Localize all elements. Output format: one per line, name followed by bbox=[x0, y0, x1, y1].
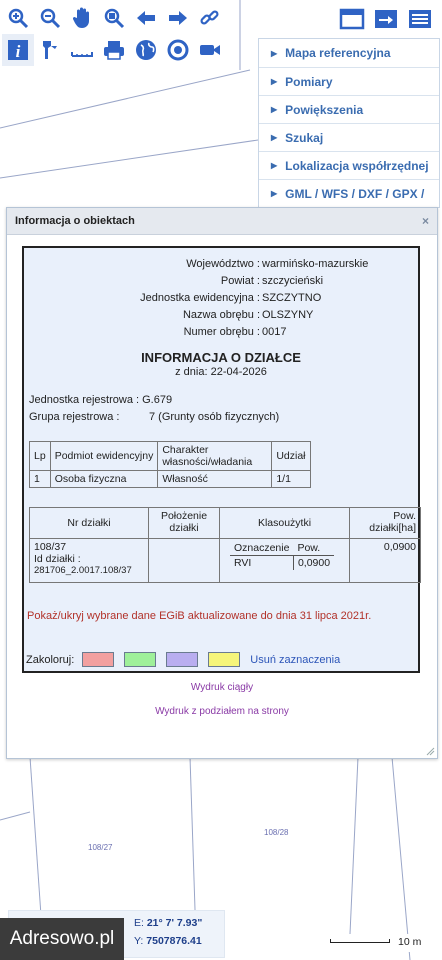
forward-arrow-icon[interactable] bbox=[162, 2, 194, 34]
address-key: Jednostka ewidencyjna : bbox=[140, 292, 260, 304]
watermark-logo: Adresowo.pl bbox=[0, 918, 124, 960]
triangle-right-icon: ▶ bbox=[271, 77, 278, 86]
column-header: Klasoużytki bbox=[220, 508, 350, 539]
coord-y-label: Y: bbox=[134, 935, 144, 947]
polozenie-cell bbox=[149, 539, 220, 583]
column-header: Podmiot ewidencyjny bbox=[50, 442, 158, 471]
owner-table bbox=[29, 441, 311, 488]
menu-item-mapa[interactable] bbox=[259, 39, 439, 67]
measure-icon[interactable] bbox=[66, 34, 98, 66]
table-cell: Osoba fizyczna bbox=[50, 471, 158, 488]
grupa-key: Grupa rejestrowa : bbox=[29, 411, 120, 423]
address-row bbox=[24, 256, 418, 273]
info-date: z dnia: 22-04-2026 bbox=[175, 366, 267, 378]
color-swatch-red[interactable] bbox=[82, 652, 114, 667]
pan-hand-icon[interactable] bbox=[66, 2, 98, 34]
address-row bbox=[24, 307, 418, 324]
resize-handle-icon[interactable] bbox=[425, 746, 435, 756]
table-header-row bbox=[230, 541, 334, 556]
menu-item-szukaj[interactable] bbox=[259, 123, 439, 151]
table-cell: RVI bbox=[230, 556, 293, 571]
coord-e-value: 21° 7' 7.93" bbox=[146, 917, 203, 929]
triangle-right-icon: ▶ bbox=[271, 133, 278, 142]
menu-item-label: Pomiary bbox=[285, 74, 333, 89]
address-key: Nazwa obrębu : bbox=[182, 309, 260, 321]
address-value: warmińsko-mazurskie bbox=[262, 258, 369, 270]
table-cell: 1/1 bbox=[272, 471, 310, 488]
pow-cell: 0,0900 bbox=[350, 539, 421, 583]
table-row bbox=[30, 539, 421, 583]
parcel-label: 108/27 bbox=[88, 843, 113, 852]
menu-item-pomiary[interactable] bbox=[259, 67, 439, 95]
window-icon[interactable] bbox=[336, 4, 368, 34]
print-icon[interactable] bbox=[98, 34, 130, 66]
zakoloruj-label: Zakoloruj: bbox=[26, 653, 75, 666]
address-row bbox=[24, 324, 418, 341]
menu-item-gml[interactable] bbox=[259, 179, 439, 207]
info-icon[interactable] bbox=[2, 34, 34, 66]
dialog-title: Informacja o obiektach bbox=[15, 215, 135, 227]
menu-item-powiekszenia[interactable] bbox=[259, 95, 439, 123]
zoom-box-icon[interactable] bbox=[98, 2, 130, 34]
coord-y-value: 7507876.41 bbox=[146, 935, 202, 947]
id-label: Id działki : bbox=[34, 553, 81, 566]
coord-e-label: E: bbox=[134, 917, 144, 929]
print-continuous-link[interactable]: Wydruk ciągły bbox=[190, 682, 254, 693]
nr-dzialki-cell bbox=[30, 539, 149, 583]
menu-item-label: Mapa referencyjna bbox=[285, 46, 391, 60]
table-header-row bbox=[30, 442, 311, 471]
export-icon[interactable] bbox=[370, 4, 402, 34]
address-key: Województwo : bbox=[186, 258, 260, 270]
menu-item-label: Lokalizacja współrzędnej bbox=[285, 158, 429, 173]
table-cell: Własność bbox=[158, 471, 272, 488]
address-key: Powiat : bbox=[220, 275, 260, 287]
id-value: 281706_2.0017.108/37 bbox=[34, 565, 132, 577]
identify-icon[interactable] bbox=[34, 34, 66, 66]
side-menu bbox=[258, 38, 440, 208]
triangle-right-icon: ▶ bbox=[271, 161, 278, 170]
jednostka-rejestrowa: Jednostka rejestrowa : G.679 bbox=[29, 394, 173, 406]
toggle-egib-link[interactable]: Pokaż/ukryj wybrane dane EGiB aktualizowane do dnia 31 lipca 2021r. bbox=[27, 610, 372, 622]
address-block bbox=[24, 256, 418, 341]
address-value: 0017 bbox=[262, 326, 287, 338]
address-value: szczycieński bbox=[262, 275, 324, 287]
menu-item-label: Powiększenia bbox=[285, 102, 364, 117]
klasouzytki-cell bbox=[220, 539, 350, 583]
color-swatch-yellow[interactable] bbox=[208, 652, 240, 667]
table-cell: 1 bbox=[30, 471, 51, 488]
menu-item-label: Szukaj bbox=[285, 130, 324, 145]
address-value: OLSZYNY bbox=[262, 309, 314, 321]
coordinate-e bbox=[134, 917, 202, 929]
address-row bbox=[24, 273, 418, 290]
table-cell: 0,0900 bbox=[297, 557, 331, 570]
column-header: Nr działki bbox=[30, 508, 149, 539]
svg-text:i: i bbox=[15, 42, 21, 61]
zoom-in-icon[interactable] bbox=[2, 2, 34, 34]
scale-bar bbox=[326, 934, 436, 952]
right-toolbar bbox=[336, 4, 436, 34]
menu-item-label: GML / WFS / DXF / GPX / bbox=[285, 186, 425, 201]
scale-label: 10 m bbox=[398, 936, 422, 948]
print-paged-link[interactable]: Wydruk z podziałem na strony bbox=[155, 706, 289, 717]
nr-dzialki: 108/37 bbox=[34, 541, 67, 554]
column-header: Charakter własności/władania bbox=[158, 442, 272, 471]
color-swatch-purple[interactable] bbox=[166, 652, 198, 667]
parcel-info-panel bbox=[22, 246, 420, 673]
triangle-right-icon: ▶ bbox=[271, 48, 278, 58]
dialog-header bbox=[7, 208, 437, 235]
close-icon[interactable]: × bbox=[421, 214, 429, 228]
zoom-out-icon[interactable] bbox=[34, 2, 66, 34]
parcel-table bbox=[29, 507, 421, 583]
triangle-right-icon: ▶ bbox=[271, 189, 278, 198]
address-key: Numer obrębu : bbox=[183, 326, 260, 338]
parcel-label: 108/28 bbox=[264, 828, 289, 837]
grupa-row bbox=[29, 409, 418, 426]
target-icon[interactable] bbox=[162, 34, 194, 66]
scale-line bbox=[330, 939, 390, 943]
link-icon[interactable] bbox=[194, 2, 226, 34]
layers-icon[interactable] bbox=[404, 4, 436, 34]
table-header-row bbox=[30, 508, 421, 539]
back-arrow-icon[interactable] bbox=[130, 2, 162, 34]
color-picker bbox=[26, 652, 340, 667]
column-header: Położenie działki bbox=[149, 508, 220, 539]
column-header: Pow. działki[ha] bbox=[350, 508, 421, 539]
coordinate-y bbox=[134, 935, 202, 947]
triangle-right-icon: ▶ bbox=[271, 105, 278, 114]
info-title: INFORMACJA O DZIAŁCE bbox=[141, 350, 301, 365]
column-header: Lp bbox=[30, 442, 51, 471]
color-swatch-green[interactable] bbox=[124, 652, 156, 667]
clear-selection-link[interactable]: Usuń zaznaczenia bbox=[250, 653, 341, 666]
column-header: Udział bbox=[272, 442, 310, 471]
grupa-value: 7 (Grunty osób fizycznych) bbox=[149, 411, 280, 423]
video-icon[interactable] bbox=[194, 34, 226, 66]
globe-icon[interactable] bbox=[130, 34, 162, 66]
column-header: Oznaczenie bbox=[230, 541, 293, 556]
map-toolbar bbox=[2, 2, 226, 66]
table-row bbox=[30, 471, 311, 488]
info-dialog bbox=[6, 207, 438, 759]
register-block bbox=[29, 392, 418, 426]
column-header: Pow. bbox=[293, 541, 334, 556]
table-row bbox=[230, 556, 334, 571]
address-row bbox=[24, 290, 418, 307]
klasouzytki-table bbox=[230, 541, 334, 570]
menu-item-lokalizacja[interactable] bbox=[259, 151, 439, 179]
address-value: SZCZYTNO bbox=[262, 292, 322, 304]
